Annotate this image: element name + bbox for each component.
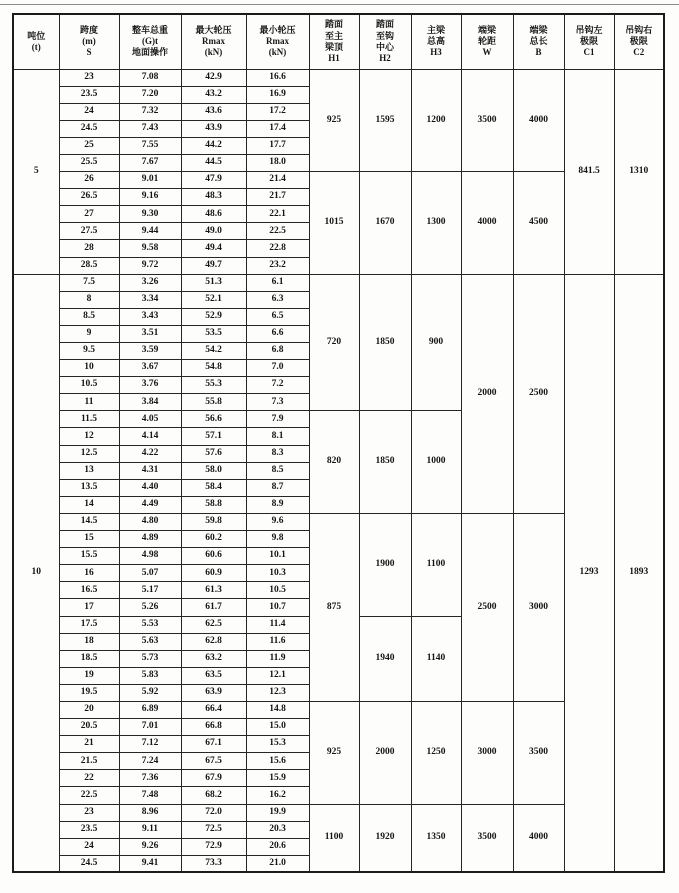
cell-span: 27 <box>59 206 119 223</box>
cell-h3: 1000 <box>411 411 461 514</box>
cell-span: 9 <box>59 325 119 342</box>
cell-rmin: 18.0 <box>246 154 309 171</box>
cell-span: 23.5 <box>59 821 119 838</box>
cell-h2: 1940 <box>359 616 411 701</box>
cell-span: 11.5 <box>59 411 119 428</box>
cell-rmax: 42.9 <box>181 69 246 86</box>
cell-weight: 6.89 <box>119 701 181 718</box>
cell-rmin: 21.4 <box>246 172 309 189</box>
cell-rmin: 15.6 <box>246 753 309 770</box>
column-header-line: 最小轮压 <box>259 24 296 35</box>
cell-b: 2500 <box>513 274 564 513</box>
cell-rmax: 54.2 <box>181 343 246 360</box>
column-header-line: W <box>482 47 492 58</box>
cell-rmin: 8.3 <box>246 445 309 462</box>
cell-tonnage: 5 <box>13 69 59 274</box>
cell-span: 14.5 <box>59 513 119 530</box>
cell-rmax: 44.5 <box>181 154 246 171</box>
cell-rmin: 6.8 <box>246 343 309 360</box>
cell-rmax: 58.8 <box>181 496 246 513</box>
cell-rmin: 21.0 <box>246 855 309 872</box>
cell-span: 13.5 <box>59 479 119 496</box>
cell-weight: 4.80 <box>119 513 181 530</box>
cell-rmax: 66.4 <box>181 701 246 718</box>
cell-rmax: 49.4 <box>181 240 246 257</box>
cell-rmax: 55.8 <box>181 394 246 411</box>
cell-rmin: 17.7 <box>246 137 309 154</box>
cell-rmax: 54.8 <box>181 360 246 377</box>
cell-rmin: 6.3 <box>246 291 309 308</box>
cell-rmin: 17.4 <box>246 120 309 137</box>
cell-span: 8.5 <box>59 308 119 325</box>
cell-rmax: 67.1 <box>181 736 246 753</box>
cell-span: 24 <box>59 103 119 120</box>
cell-rmax: 67.5 <box>181 753 246 770</box>
cell-weight: 9.44 <box>119 223 181 240</box>
cell-rmax: 56.6 <box>181 411 246 428</box>
cell-weight: 5.63 <box>119 633 181 650</box>
cell-rmin: 8.9 <box>246 496 309 513</box>
cell-weight: 4.05 <box>119 411 181 428</box>
cell-weight: 4.22 <box>119 445 181 462</box>
cell-h2: 2000 <box>359 701 411 804</box>
column-header-line: 踏面 <box>375 19 394 30</box>
cell-span: 23.5 <box>59 86 119 103</box>
cell-rmin: 6.5 <box>246 308 309 325</box>
column-header-weight <box>119 14 181 69</box>
cell-weight: 7.12 <box>119 736 181 753</box>
cell-rmin: 6.6 <box>246 325 309 342</box>
cell-b: 4500 <box>513 172 564 275</box>
cell-weight: 5.53 <box>119 616 181 633</box>
cell-span: 15.5 <box>59 548 119 565</box>
cell-w: 3500 <box>461 69 513 172</box>
cell-span: 25 <box>59 137 119 154</box>
cell-rmin: 15.3 <box>246 736 309 753</box>
cell-h1: 875 <box>309 513 359 701</box>
cell-span: 16 <box>59 565 119 582</box>
cell-span: 10 <box>59 360 119 377</box>
column-header-line: (t) <box>31 41 41 52</box>
cell-rmax: 60.9 <box>181 565 246 582</box>
cell-rmax: 53.5 <box>181 325 246 342</box>
cell-rmax: 62.5 <box>181 616 246 633</box>
cell-rmin: 8.7 <box>246 479 309 496</box>
cell-weight: 3.76 <box>119 377 181 394</box>
cell-weight: 7.67 <box>119 154 181 171</box>
cell-weight: 5.73 <box>119 650 181 667</box>
cell-span: 19 <box>59 667 119 684</box>
column-header-line: 极限 <box>629 36 648 47</box>
cell-span: 16.5 <box>59 582 119 599</box>
page-top-rule <box>0 4 679 5</box>
cell-rmin: 12.1 <box>246 667 309 684</box>
cell-rmax: 48.3 <box>181 189 246 206</box>
cell-h2: 1850 <box>359 411 411 514</box>
cell-rmin: 22.5 <box>246 223 309 240</box>
cell-rmax: 66.8 <box>181 719 246 736</box>
cell-span: 24 <box>59 838 119 855</box>
cell-rmax: 63.5 <box>181 667 246 684</box>
column-header-line: B <box>535 47 542 58</box>
cell-h1: 925 <box>309 69 359 172</box>
cell-span: 14 <box>59 496 119 513</box>
cell-weight: 4.14 <box>119 428 181 445</box>
cell-rmin: 16.9 <box>246 86 309 103</box>
cell-rmax: 47.9 <box>181 172 246 189</box>
cell-rmin: 16.6 <box>246 69 309 86</box>
cell-rmax: 67.9 <box>181 770 246 787</box>
cell-rmax: 72.9 <box>181 838 246 855</box>
cell-weight: 7.24 <box>119 753 181 770</box>
column-header-line: 梁顶 <box>324 41 343 52</box>
cell-span: 10.5 <box>59 377 119 394</box>
cell-weight: 9.26 <box>119 838 181 855</box>
column-header-line: 踏面 <box>324 19 343 30</box>
cell-rmax: 51.3 <box>181 274 246 291</box>
column-header-line: S <box>86 47 92 58</box>
column-header-line: 端梁 <box>529 24 548 35</box>
cell-weight: 8.96 <box>119 804 181 821</box>
cell-rmin: 17.2 <box>246 103 309 120</box>
cell-rmax: 48.6 <box>181 206 246 223</box>
cell-weight: 4.49 <box>119 496 181 513</box>
cell-h3: 900 <box>411 274 461 411</box>
cell-b: 4000 <box>513 804 564 872</box>
cell-rmin: 7.0 <box>246 360 309 377</box>
column-header-line: 至钩 <box>375 30 394 41</box>
cell-weight: 3.26 <box>119 274 181 291</box>
column-header-line: 总高 <box>426 36 445 47</box>
column-header-line: C2 <box>633 47 645 58</box>
cell-rmin: 19.9 <box>246 804 309 821</box>
cell-span: 22 <box>59 770 119 787</box>
column-header-h2 <box>359 14 411 69</box>
column-header-line: (kN) <box>268 47 287 58</box>
cell-span: 23 <box>59 69 119 86</box>
cell-span: 21 <box>59 736 119 753</box>
cell-rmax: 55.3 <box>181 377 246 394</box>
cell-span: 12.5 <box>59 445 119 462</box>
column-header-line: H1 <box>328 53 340 63</box>
cell-rmin: 15.0 <box>246 719 309 736</box>
cell-weight: 5.92 <box>119 684 181 701</box>
cell-b: 3500 <box>513 701 564 804</box>
cell-rmin: 16.2 <box>246 787 309 804</box>
column-header-line: Rmax <box>202 36 225 47</box>
cell-rmax: 60.6 <box>181 548 246 565</box>
cell-span: 24.5 <box>59 855 119 872</box>
cell-h3: 1300 <box>411 172 461 275</box>
cell-span: 20.5 <box>59 719 119 736</box>
cell-rmax: 61.7 <box>181 599 246 616</box>
cell-h2: 1850 <box>359 274 411 411</box>
cell-rmax: 73.3 <box>181 855 246 872</box>
cell-span: 25.5 <box>59 154 119 171</box>
cell-rmax: 52.1 <box>181 291 246 308</box>
spec-table-header <box>13 14 664 69</box>
cell-h1: 1100 <box>309 804 359 872</box>
cell-weight: 3.43 <box>119 308 181 325</box>
column-header-line: 吊钩右 <box>625 24 653 35</box>
cell-span: 8 <box>59 291 119 308</box>
spec-table <box>12 13 665 873</box>
cell-rmax: 59.8 <box>181 513 246 530</box>
cell-span: 23 <box>59 804 119 821</box>
cell-rmax: 58.4 <box>181 479 246 496</box>
cell-rmin: 9.6 <box>246 513 309 530</box>
cell-span: 11 <box>59 394 119 411</box>
cell-rmin: 6.1 <box>246 274 309 291</box>
cell-rmax: 57.1 <box>181 428 246 445</box>
cell-weight: 7.48 <box>119 787 181 804</box>
cell-w: 3000 <box>461 701 513 804</box>
cell-rmax: 43.6 <box>181 103 246 120</box>
cell-rmax: 58.0 <box>181 462 246 479</box>
table-row <box>13 69 664 86</box>
cell-weight: 9.41 <box>119 855 181 872</box>
column-header-line: 总长 <box>529 36 548 47</box>
cell-c2: 1893 <box>614 274 664 872</box>
cell-weight: 5.26 <box>119 599 181 616</box>
cell-h3: 1350 <box>411 804 461 872</box>
cell-span: 28.5 <box>59 257 119 274</box>
cell-h1: 925 <box>309 701 359 804</box>
column-header-line: 至主 <box>324 30 343 41</box>
header-row <box>13 14 664 69</box>
cell-c1: 1293 <box>564 274 614 872</box>
cell-rmin: 14.8 <box>246 701 309 718</box>
cell-weight: 7.36 <box>119 770 181 787</box>
cell-rmin: 20.3 <box>246 821 309 838</box>
cell-rmin: 10.5 <box>246 582 309 599</box>
column-header-h1 <box>309 14 359 69</box>
cell-h1: 1015 <box>309 172 359 275</box>
column-header-line: H2 <box>379 53 391 63</box>
cell-weight: 5.07 <box>119 565 181 582</box>
cell-weight: 7.20 <box>119 86 181 103</box>
cell-h3: 1250 <box>411 701 461 804</box>
column-header-line: 跨度 <box>79 24 98 35</box>
cell-b: 3000 <box>513 513 564 701</box>
cell-rmax: 72.5 <box>181 821 246 838</box>
cell-weight: 4.40 <box>119 479 181 496</box>
column-header-line: (m) <box>82 36 96 47</box>
column-header-line: 吊钩左 <box>575 24 603 35</box>
column-header-b <box>513 14 564 69</box>
cell-tonnage: 10 <box>13 274 59 872</box>
cell-span: 26 <box>59 172 119 189</box>
cell-h1: 820 <box>309 411 359 514</box>
cell-rmax: 49.0 <box>181 223 246 240</box>
cell-weight: 4.89 <box>119 531 181 548</box>
column-header-line: (kN) <box>204 47 223 58</box>
cell-span: 18 <box>59 633 119 650</box>
column-header-line: 最大轮压 <box>195 24 232 35</box>
cell-rmax: 68.2 <box>181 787 246 804</box>
column-header-h3 <box>411 14 461 69</box>
cell-span: 24.5 <box>59 120 119 137</box>
cell-span: 7.5 <box>59 274 119 291</box>
column-header-line: 主梁 <box>426 24 445 35</box>
cell-rmin: 7.3 <box>246 394 309 411</box>
cell-weight: 7.43 <box>119 120 181 137</box>
column-header-line: C1 <box>583 47 595 58</box>
cell-rmax: 63.9 <box>181 684 246 701</box>
column-header-line: Rmax <box>266 36 289 47</box>
cell-span: 13 <box>59 462 119 479</box>
cell-rmin: 7.2 <box>246 377 309 394</box>
cell-weight: 7.55 <box>119 137 181 154</box>
cell-w: 2500 <box>461 513 513 701</box>
cell-rmax: 43.2 <box>181 86 246 103</box>
cell-span: 18.5 <box>59 650 119 667</box>
cell-rmin: 11.6 <box>246 633 309 650</box>
column-header-c1 <box>564 14 614 69</box>
cell-weight: 4.98 <box>119 548 181 565</box>
cell-rmax: 52.9 <box>181 308 246 325</box>
column-header-line: 吨位 <box>27 30 46 41</box>
cell-weight: 9.58 <box>119 240 181 257</box>
cell-rmin: 8.5 <box>246 462 309 479</box>
table-row <box>13 274 664 291</box>
cell-h3: 1100 <box>411 513 461 616</box>
cell-weight: 7.32 <box>119 103 181 120</box>
cell-h3: 1140 <box>411 616 461 701</box>
cell-h1: 720 <box>309 274 359 411</box>
column-header-line: 整车总重 <box>131 24 168 35</box>
cell-rmin: 11.9 <box>246 650 309 667</box>
cell-c1: 841.5 <box>564 69 614 274</box>
cell-span: 22.5 <box>59 787 119 804</box>
cell-rmax: 61.3 <box>181 582 246 599</box>
cell-h3: 1200 <box>411 69 461 172</box>
cell-span: 12 <box>59 428 119 445</box>
cell-rmax: 60.2 <box>181 531 246 548</box>
cell-rmin: 11.4 <box>246 616 309 633</box>
column-header-tonnage <box>13 14 59 69</box>
cell-rmin: 22.8 <box>246 240 309 257</box>
cell-span: 19.5 <box>59 684 119 701</box>
cell-span: 20 <box>59 701 119 718</box>
cell-rmax: 44.2 <box>181 137 246 154</box>
cell-rmax: 57.6 <box>181 445 246 462</box>
cell-weight: 9.01 <box>119 172 181 189</box>
cell-rmax: 62.8 <box>181 633 246 650</box>
spec-table-body <box>13 69 664 872</box>
cell-weight: 3.84 <box>119 394 181 411</box>
cell-weight: 9.30 <box>119 206 181 223</box>
cell-weight: 9.11 <box>119 821 181 838</box>
cell-b: 4000 <box>513 69 564 172</box>
column-header-line: (G)t <box>142 36 158 47</box>
cell-h2: 1900 <box>359 513 411 616</box>
cell-weight: 9.72 <box>119 257 181 274</box>
cell-weight: 3.59 <box>119 343 181 360</box>
cell-rmax: 63.2 <box>181 650 246 667</box>
cell-weight: 5.17 <box>119 582 181 599</box>
cell-rmin: 9.8 <box>246 531 309 548</box>
column-header-line: H3 <box>430 47 442 58</box>
cell-c2: 1310 <box>614 69 664 274</box>
cell-rmin: 21.7 <box>246 189 309 206</box>
cell-span: 17.5 <box>59 616 119 633</box>
column-header-c2 <box>614 14 664 69</box>
cell-w: 2000 <box>461 274 513 513</box>
cell-rmin: 22.1 <box>246 206 309 223</box>
cell-rmin: 8.1 <box>246 428 309 445</box>
cell-span: 15 <box>59 531 119 548</box>
cell-weight: 9.16 <box>119 189 181 206</box>
cell-rmin: 15.9 <box>246 770 309 787</box>
cell-rmin: 23.2 <box>246 257 309 274</box>
column-header-line: 极限 <box>579 36 598 47</box>
cell-weight: 3.51 <box>119 325 181 342</box>
cell-rmin: 12.3 <box>246 684 309 701</box>
cell-weight: 7.01 <box>119 719 181 736</box>
cell-rmin: 10.3 <box>246 565 309 582</box>
cell-span: 9.5 <box>59 343 119 360</box>
cell-span: 26.5 <box>59 189 119 206</box>
cell-weight: 7.08 <box>119 69 181 86</box>
cell-rmin: 20.6 <box>246 838 309 855</box>
column-header-line: 中心 <box>375 41 394 52</box>
cell-span: 28 <box>59 240 119 257</box>
cell-h2: 1670 <box>359 172 411 275</box>
column-header-line: 轮距 <box>477 36 496 47</box>
cell-w: 3500 <box>461 804 513 872</box>
cell-span: 27.5 <box>59 223 119 240</box>
cell-w: 4000 <box>461 172 513 275</box>
column-header-rmax <box>181 14 246 69</box>
cell-rmax: 72.0 <box>181 804 246 821</box>
cell-weight: 4.31 <box>119 462 181 479</box>
cell-weight: 3.34 <box>119 291 181 308</box>
cell-rmin: 7.9 <box>246 411 309 428</box>
column-header-line: 端梁 <box>477 24 496 35</box>
cell-weight: 3.67 <box>119 360 181 377</box>
cell-rmax: 43.9 <box>181 120 246 137</box>
cell-span: 17 <box>59 599 119 616</box>
cell-h2: 1920 <box>359 804 411 872</box>
column-header-span <box>59 14 119 69</box>
cell-h2: 1595 <box>359 69 411 172</box>
cell-rmin: 10.1 <box>246 548 309 565</box>
column-header-line: 地面操作 <box>131 47 168 58</box>
cell-weight: 5.83 <box>119 667 181 684</box>
cell-rmax: 49.7 <box>181 257 246 274</box>
cell-rmin: 10.7 <box>246 599 309 616</box>
column-header-rmin <box>246 14 309 69</box>
column-header-w <box>461 14 513 69</box>
cell-span: 21.5 <box>59 753 119 770</box>
